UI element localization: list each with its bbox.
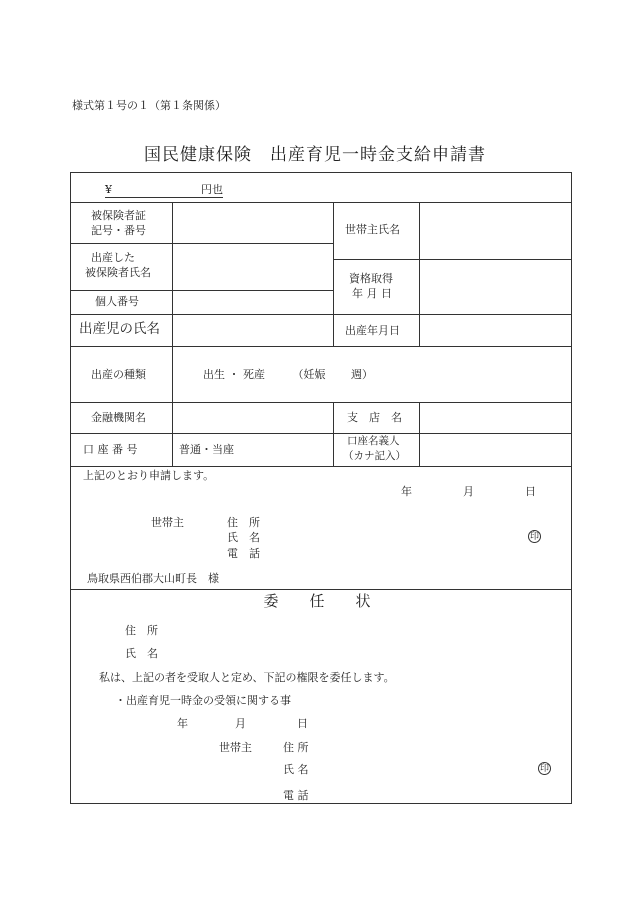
rule [71, 466, 571, 467]
date-year: 年 [401, 485, 412, 498]
date-day: 日 [525, 485, 536, 498]
birth-type-label: 出産の種類 [91, 368, 146, 381]
account-holder-label-2: （カナ記入） [343, 450, 406, 462]
delegation-address2: 住 所 [283, 741, 309, 754]
amount-unit: 円也 [201, 183, 223, 196]
date-month: 月 [463, 485, 474, 498]
bank-name-label: 金融機関名 [91, 411, 146, 424]
account-holder-label-1: 口座名義人 [347, 435, 400, 447]
delegation-seal-icon: 印 [539, 764, 549, 774]
delegation-date-day: 日 [297, 717, 308, 730]
qualification-label-1: 資格取得 [349, 272, 393, 285]
delegation-name-label: 氏 名 [125, 647, 158, 660]
delegation-statement: 私は、上記の者を受取人と定め、下記の権限を委任します。 [99, 671, 395, 684]
rule [333, 402, 334, 466]
delegation-date-year: 年 [177, 717, 188, 730]
delegation-householder: 世帯主 [219, 741, 252, 754]
branch-name-label: 支 店 名 [347, 411, 402, 424]
rule [333, 202, 334, 346]
delegation-address-label: 住 所 [125, 624, 158, 637]
birth-date-label: 出産年月日 [345, 324, 400, 337]
householder-name-label: 世帯主氏名 [345, 223, 400, 236]
rule [71, 402, 571, 403]
rule [71, 314, 571, 315]
rule [71, 202, 571, 203]
application-statement: 上記のとおり申請します。 [83, 469, 215, 482]
insured-name-label-1: 出産した [91, 251, 135, 264]
form-number: 様式第１号の１（第１条関係） [72, 99, 226, 112]
application-form [70, 172, 572, 804]
rule [71, 290, 333, 291]
insurance-card-label-1: 被保険者証 [91, 209, 146, 222]
rule [419, 402, 420, 466]
delegation-name2: 氏 名 [283, 763, 309, 776]
delegation-item: ・出産育児一時金の受領に関する事 [115, 694, 291, 707]
rule [333, 259, 571, 260]
form-title: 国民健康保険 出産育児一時金支給申請書 [144, 145, 486, 165]
individual-number-label: 個人番号 [95, 295, 139, 308]
name-label: 氏 名 [227, 531, 260, 544]
birth-type-options: 出生 ・ 死産 （妊娠 週） [203, 368, 373, 381]
rule [71, 243, 333, 244]
child-name-label: 出産児の氏名 [79, 321, 160, 337]
householder-label: 世帯主 [151, 516, 184, 529]
rule [71, 433, 571, 434]
qualification-label-2: 年 月 日 [352, 287, 392, 300]
delegation-date-month: 月 [235, 717, 246, 730]
yen-mark: ¥ [105, 183, 112, 196]
rule [419, 202, 420, 346]
insured-name-label-2: 被保険者氏名 [85, 266, 151, 279]
rule [71, 589, 571, 590]
rule [71, 346, 571, 347]
addressee: 鳥取県西伯郡大山町長 様 [87, 572, 219, 585]
delegation-phone2: 電 話 [283, 789, 309, 802]
rule [172, 202, 173, 466]
phone-label: 電 話 [227, 547, 260, 560]
delegation-title: 委 任 状 [263, 592, 379, 610]
insurance-card-label-2: 記号・番号 [91, 224, 146, 237]
account-number-label: 口 座 番 号 [83, 443, 138, 456]
address-label: 住 所 [227, 516, 260, 529]
account-type: 普通・当座 [179, 443, 234, 456]
seal-icon: 印 [529, 532, 539, 542]
